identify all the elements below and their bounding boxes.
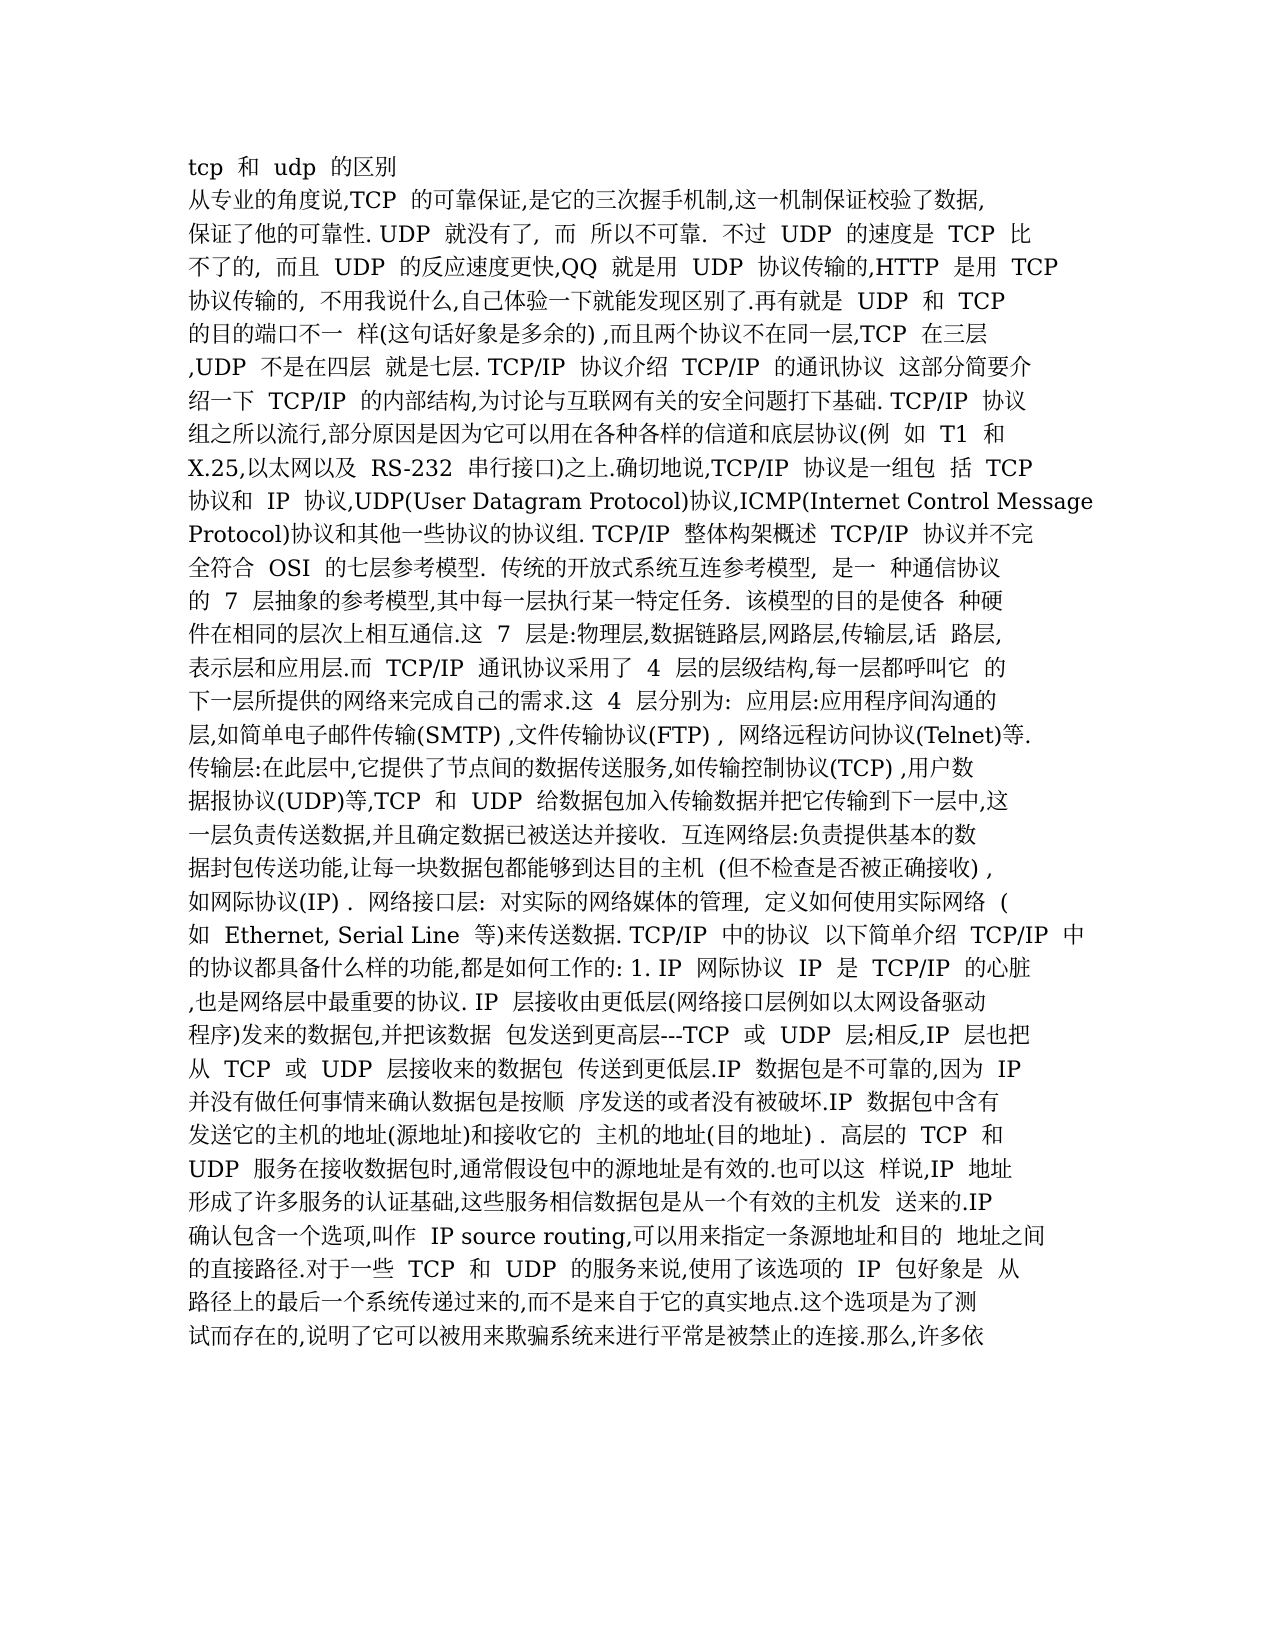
paragraph-line: 路径上的最后一个系统传递过来的,而不是来自于它的真实地点.这个选项是为了测 [188,1290,977,1317]
paragraph-line: 如 Ethernet, Serial Line 等)来传送数据. TCP/IP 中的协议 以下简单介绍 TCP/IP 中 [188,922,1085,949]
paragraph-line: 据报协议(UDP)等,TCP 和 UDP 给数据包加入传输数据并把它传输到下一层中,这 [188,789,1009,816]
document-body [188,152,1108,1354]
paragraph-line: 表示层和应用层.而 TCP/IP 通讯协议采用了 4 层的层级结构,每一层都呼叫它 的 [188,655,1007,682]
paragraph-line: 的 7 层抽象的参考模型,其中每一层执行某一特定任务. 该模型的目的是使各 种硬 [188,589,1003,616]
paragraph-line: 件在相同的层次上相互通信.这 7 层是:物理层,数据链路层,网路层,传输层,话 路层, [188,622,1003,649]
paragraph-line: ,UDP 不是在四层 就是七层. TCP/IP 协议介绍 TCP/IP 的通讯协议 这部分简要介 [188,355,1032,382]
paragraph-line: 全符合 OSI 的七层参考模型. 传统的开放式系统互连参考模型, 是一 种通信协议 [188,555,1001,582]
paragraph-line: 的协议都具备什么样的功能,都是如何工作的: 1. IP 网际协议 IP 是 TCP/IP 的心脏 [188,956,1031,983]
paragraph-line: UDP 服务在接收数据包时,通常假设包中的源地址是有效的.也可以这 样说,IP 地址 [188,1156,1013,1183]
paragraph-line: 程序)发来的数据包,并把该数据 包发送到更高层---TCP 或 UDP 层;相反,IP 层也把 [188,1023,1031,1050]
paragraph-line: 绍一下 TCP/IP 的内部结构,为讨论与互联网有关的安全问题打下基础. TCP/IP 协议 [188,388,1027,415]
paragraph-line: 一层负责传送数据,并且确定数据已被送达并接收. 互连网络层:负责提供基本的数 [188,822,977,849]
paragraph-line: X.25,以太网以及 RS-232 串行接口)之上.确切地说,TCP/IP 协议是一组包 括 TCP [188,455,1033,482]
paragraph-line: 据封包传送功能,让每一块数据包都能够到达目的主机 (但不检查是否被正确接收) , [188,856,993,883]
paragraph-line: 并没有做任何事情来确认数据包是按顺 序发送的或者没有被破坏.IP 数据包中含有 [188,1089,1000,1116]
paragraph-line: 传输层:在此层中,它提供了节点间的数据传送服务,如传输控制协议(TCP) ,用户数 [188,756,974,783]
paragraph-line: 形成了许多服务的认证基础,这些服务相信数据包是从一个有效的主机发 送来的.IP [188,1190,993,1217]
paragraph-line: 协议和 IP 协议,UDP(User Datagram Protocol)协议,ICMP(Internet Control Message [188,488,1094,515]
paragraph-line: 从 TCP 或 UDP 层接收来的数据包 传送到更低层.IP 数据包是不可靠的,因为 IP [188,1056,1022,1083]
paragraph-line: 不了的, 而且 UDP 的反应速度更快,QQ 就是用 UDP 协议传输的,HTTP 是用 TCP [188,255,1059,282]
paragraph-line: 下一层所提供的网络来完成自己的需求.这 4 层分别为: 应用层:应用程序间沟通的 [188,689,997,716]
paragraph-line: 试而存在的,说明了它可以被用来欺骗系统来进行平常是被禁止的连接.那么,许多依 [188,1323,984,1350]
paragraph-line: 保证了他的可靠性. UDP 就没有了, 而 所以不可靠. 不过 UDP 的速度是 TCP 比 [188,221,1032,248]
document-title: tcp 和 udp 的区别 [188,155,397,181]
paragraph-line: Protocol)协议和其他一些协议的协议组. TCP/IP 整体构架概述 TCP/IP 协议并不完 [188,522,1034,549]
paragraph-line: 协议传输的, 不用我说什么,自己体验一下就能发现区别了.再有就是 UDP 和 TCP [188,288,1006,315]
paragraph-line: 从专业的角度说,TCP 的可靠保证,是它的三次握手机制,这一机制保证校验了数据, [188,188,986,215]
paragraph-line: ,也是网络层中最重要的协议. IP 层接收由更低层(网络接口层例如以太网设备驱动 [188,989,986,1016]
paragraph-line: 发送它的主机的地址(源地址)和接收它的 主机的地址(目的地址) . 高层的 TCP 和 [188,1123,1004,1150]
paragraph-line: 如网际协议(IP) . 网络接口层: 对实际的网络媒体的管理, 定义如何使用实际网络 ( [188,889,1009,916]
paragraph-line: 的目的端口不一 样(这句话好象是多余的) ,而且两个协议不在同一层,TCP 在三层 [188,321,988,348]
paragraph-line: 确认包含一个选项,叫作 IP source routing,可以用来指定一条源地址和目的 地址之间 [188,1223,1046,1250]
paragraph-line: 组之所以流行,部分原因是因为它可以用在各种各样的信道和底层协议(例 如 T1 和 [188,422,1006,449]
paragraph-line: 层,如简单电子邮件传输(SMTP) ,文件传输协议(FTP) , 网络远程访问协议(Telnet)等. [188,722,1032,749]
paragraph-line: 的直接路径.对于一些 TCP 和 UDP 的服务来说,使用了该选项的 IP 包好象是 从 [188,1256,1020,1283]
